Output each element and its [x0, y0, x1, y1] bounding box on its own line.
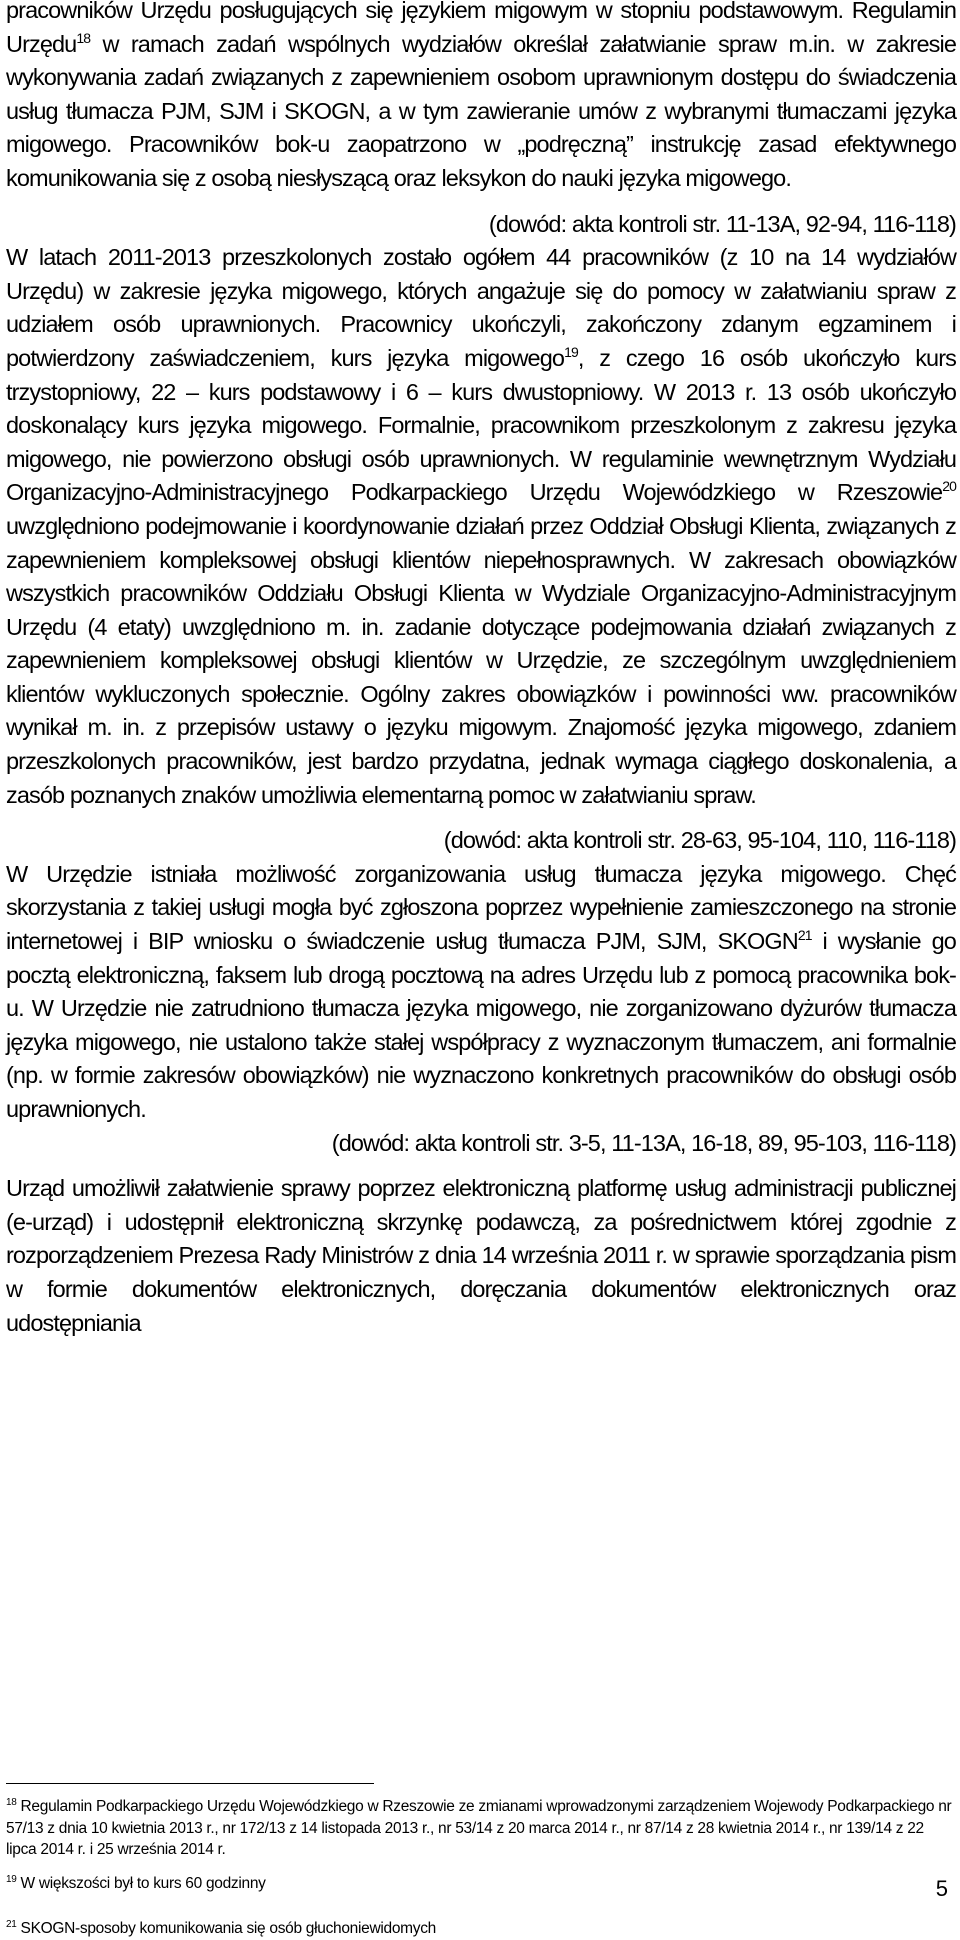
evidence-reference-1: (dowód: akta kontroli str. 11-13A, 92-94, 116-118): [488, 210, 956, 237]
footnote-separator: [6, 1783, 374, 1784]
paragraph-2: [6, 241, 956, 812]
text-run: , z czego 16 osób ukończyło kurs trzystopniowy, 22 – kurs podstawowy i 6 – kurs dwustopniowy. W 2013 r. 13 osób ukończyło doskonalący kurs języka migowego. Formalnie, pracownikom przeszkolonym z zakresu języka migowego, nie powierzono obsługi osób uprawnionych. W regulaminie wewnętrznym Wydziału Organizacyjno-Administracyjnego Podkarpackiego Urzędu Wojewódzkiego w Rzeszowie: [6, 344, 956, 506]
footnote-ref-21[interactable]: 21: [797, 927, 812, 944]
paragraph-4: Urząd umożliwił załatwienie sprawy poprzez elektroniczną platformę usług administracji publicznej (e-urząd) i udostępnił elektroniczną skrzynkę podawczą, za pośrednictwem której zgodnie z rozporządzeniem Prezesa Rady Ministrów z dnia 14 września 2011 r. w sprawie sporządzania pism w formie dokumentów elektronicznych, doręczania dokumentów elektronicznych oraz udostępniania: [6, 1175, 956, 1336]
page-number: 5: [935, 1876, 948, 1901]
footnote-18: [6, 1796, 956, 1861]
footnote-text: SKOGN-sposoby komunikowania się osób głuchoniewidomych: [16, 1920, 436, 1937]
text-run: W Urzędzie istniała możliwość zorganizowania usług tłumacza języka migowego. Chęć skorzystania z takiej usługi mogła być zgłoszona poprzez wypełnienie zamieszczonego na stronie internetowej i BIP wniosku o świadczenie usług tłumacza PJM, SJM, SKOGN: [6, 860, 956, 955]
body-text: [6, 0, 956, 1340]
footnote-number: 21: [6, 1918, 17, 1930]
text-run: w ramach zadań wspólnych wydziałów określał załatwianie spraw m.in. w zakresie wykonywania zadań związanych z zapewnieniem osobom uprawnionym dostępu do świadczenia usług tłumacza PJM, SJM i SKOGN, a w tym zawieranie umów z wybranymi tłumaczami języka migowego. Pracowników bok-u zaopatrzono w „podręczną” instrukcję zasad efektywnego komunikowania się z osobą niesłyszącą oraz leksykon do nauki języka migowego.: [6, 30, 956, 191]
footnote-19: [6, 1873, 956, 1895]
paragraph-3: [6, 858, 956, 1127]
evidence-reference-2: (dowód: akta kontroli str. 28-63, 95-104, 110, 116-118): [443, 827, 956, 854]
text-run: pracowników Urzędu posługujących się językiem migowym w stopniu podstawowym. Regulamin Urzędu: [6, 0, 956, 57]
footnote-number: 19: [6, 1873, 17, 1885]
document-page: [6, 0, 956, 1937]
text-run: uwzględniono podejmowanie i koordynowanie działań przez Oddział Obsługi Klienta, związanych z zapewnieniem kompleksowej obsługi klientów niepełnosprawnych. W zakresach obowiązków wszystkich pracowników Oddziału Obsługi Klienta w Wydziale Organizacyjno-Administracyjnym Urzędu (4 etaty) uwzględniono m. in. zadanie dotyczące podejmowania działań związanych z zapewnieniem kompleksowej obsługi klientów w Urzędzie, ze szczególnym uwzględnieniem klientów wykluczonych społecznie. Ogólny zakres obowiązków i powinności ww. pracowników wynikał m. in. z przepisów ustawy o języku migowym. Znajomość języka migowego, zdaniem przeszkolonych pracowników, jest bardzo przydatna, jednak wymaga ciągłego doskonalenia, a zasób poznanych znaków umożliwia elementarną pomoc w załatwianiu spraw.: [6, 512, 956, 808]
footnote-number: 18: [6, 1796, 17, 1808]
footnote-text: W większości był to kurs 60 godzinny: [16, 1874, 266, 1892]
footnote-text: Regulamin Podkarpackiego Urzędu Wojewódzkiego w Rzeszowie ze zmianami wprowadzonymi zarządzeniem Wojewody Podkarpackiego nr 57/13 z dnia 10 kwietnia 2013 r., nr 172/13 z 14 listopada 2013 r., nr 53/14 z 20 marca 2014 r., nr 87/14 z 28 kwietnia 2014 r., nr 139/14 z 22 lipca 2014 r. i 25 września 2014 r.: [6, 1798, 952, 1858]
footnote-21: [6, 1918, 956, 1940]
footnote-ref-18[interactable]: 18: [76, 29, 91, 46]
footnote-ref-19[interactable]: 19: [564, 344, 578, 361]
text-run: i wysłanie go pocztą elektroniczną, faksem lub drogą pocztową na adres Urzędu lub z pomocą pracownika bok-u. W Urzędzie nie zatrudniono tłumacza języka migowego, nie zorganizowano dyżurów tłumacza języka migowego, nie ustalono także stałej współpracy z wyznaczonym tłumaczem, ani formalnie (np. w formie zakresów obowiązków) nie wyznaczono konkretnych pracowników do obsługi osób uprawnionych.: [6, 928, 956, 1122]
evidence-reference-3: (dowód: akta kontroli str. 3-5, 11-13A, 16-18, 89, 95-103, 116-118): [331, 1129, 956, 1156]
text-run: W latach 2011-2013 przeszkolonych zostało ogółem 44 pracowników (z 10 na 14 wydziałów Urzędu) w zakresie języka migowego, których angażuje się do pomocy w załatwianiu spraw z udziałem osób uprawnionych. Pracownicy ukończyli, zakończony zdanym egzaminem i potwierdzony zaświadczeniem, kurs języka migowego: [6, 244, 956, 371]
footnotes: [6, 1796, 956, 1940]
paragraph-1: [6, 0, 956, 196]
footnote-ref-20[interactable]: 20: [942, 478, 956, 495]
